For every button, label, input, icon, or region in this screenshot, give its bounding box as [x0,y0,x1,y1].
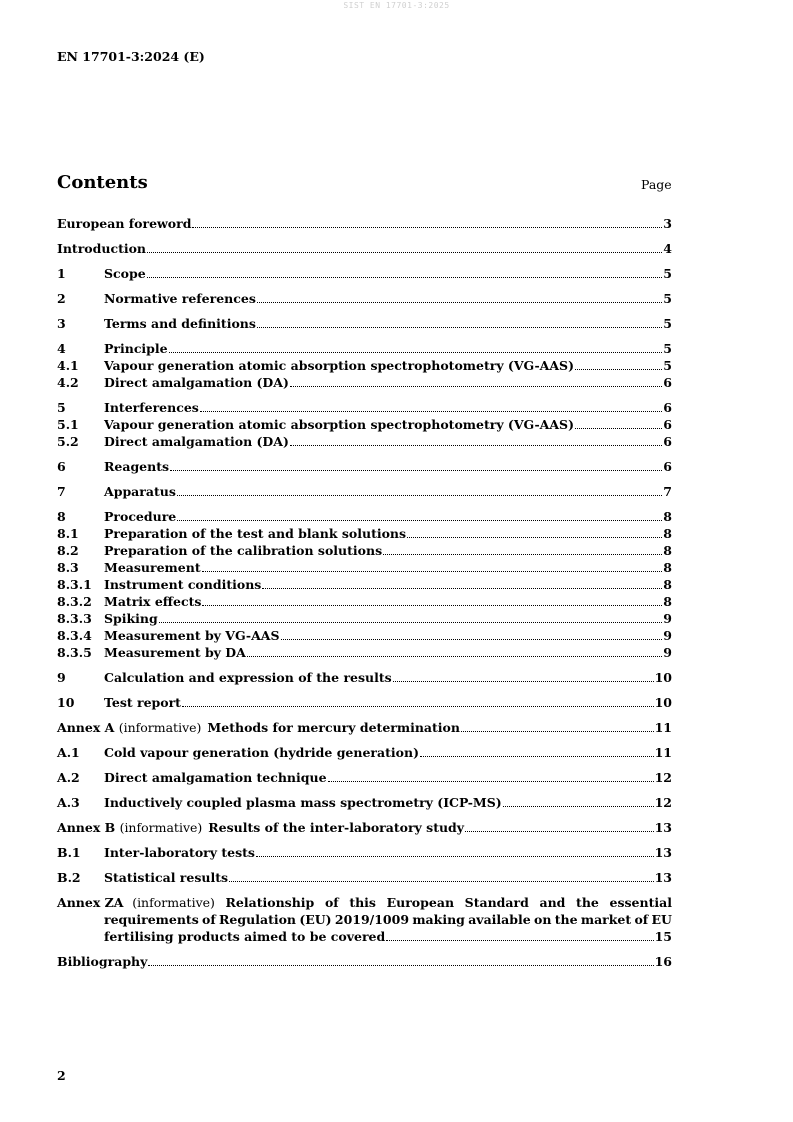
leader-dots [148,965,653,966]
toc-title: Instrument conditions [104,577,262,592]
annex-za-line-3 [57,928,672,945]
toc-entry[interactable] [57,644,672,661]
toc-number: 8 [57,509,66,524]
annex-za-word: making [412,912,465,927]
toc-entry[interactable] [57,357,672,374]
toc-page-number: 6 [663,459,672,474]
leader-dots [177,495,662,496]
toc-entry[interactable] [57,290,672,307]
toc-entry[interactable] [57,525,672,542]
table-of-contents [57,215,672,970]
toc-entry-annex[interactable] [57,819,672,836]
annex-za-word: of [324,895,339,910]
annex-label: Annex B (informative) [57,820,203,835]
annex-za-word: EU [651,912,672,927]
toc-title: Bibliography [57,954,148,969]
leader-dots [407,537,662,538]
annex-za-word: requirements [104,912,199,927]
toc-title: Vapour generation atomic absorption spectrophotometry (VG-AAS) [104,417,574,432]
toc-page-number: 13 [654,820,672,835]
annex-za-word: and [539,895,566,910]
contents-heading: Contents [57,172,148,193]
toc-page-number: 6 [663,375,672,390]
toc-number: 9 [57,670,66,685]
toc-page-number: 3 [663,216,672,231]
leader-dots [575,428,662,429]
toc-title: Direct amalgamation technique [104,770,327,785]
toc-number: 4.2 [57,375,79,390]
toc-page-number: 9 [663,645,672,660]
toc-entry[interactable] [57,610,672,627]
toc-entry[interactable] [57,374,672,391]
toc-number: 8.3.1 [57,577,92,592]
toc-number: 4.1 [57,358,79,373]
toc-number: 3 [57,316,66,331]
toc-number: 8.3.4 [57,628,92,643]
leader-dots [257,302,662,303]
toc-title: Normative references [104,291,256,306]
annex-za-word: the [554,912,578,927]
leader-dots [290,445,662,446]
toc-page-number: 5 [663,341,672,356]
annex-za-word: of [202,912,216,927]
leader-dots [290,386,662,387]
leader-dots [159,622,663,623]
toc-entry[interactable] [57,508,672,525]
toc-number: 10 [57,695,75,710]
annex-za-word: Relationship [225,895,315,910]
toc-title: Spiking [104,611,158,626]
annex-za-word: market [580,912,632,927]
toc-page-number: 12 [654,770,672,785]
toc-number: A.3 [57,795,80,810]
toc-title: Matrix effects [104,594,202,609]
leader-dots [503,806,654,807]
toc-entry[interactable] [57,744,672,761]
annex-za-label: Annex ZA (informative) [57,895,215,910]
informative-label: (informative) [132,895,215,910]
toc-number: A.1 [57,745,80,760]
toc-entry-annex-za[interactable] [57,894,672,945]
annex-za-title-end: fertilising products aimed to be covered [104,929,386,944]
toc-page-number: 13 [654,870,672,885]
toc-title: Statistical results [104,870,229,885]
toc-entry[interactable] [57,215,672,232]
toc-page-number: 8 [663,509,672,524]
toc-number: 7 [57,484,66,499]
annex-za-word: essential [609,895,672,910]
toc-number: 1 [57,266,66,281]
toc-entry[interactable] [57,315,672,332]
annex-za-word: European [386,895,455,910]
leader-dots [170,470,662,471]
toc-title: Inter-laboratory tests [104,845,255,860]
toc-entry-bibliography[interactable] [57,953,672,970]
toc-title: Direct amalgamation (DA) [104,375,289,390]
annex-label: Annex A (informative) [57,720,202,735]
toc-page-number: 5 [663,316,672,331]
annex-za-word: 2019/1009 [334,912,410,927]
leader-dots [247,656,662,657]
toc-entry[interactable] [57,794,672,811]
toc-page-number: 5 [663,291,672,306]
toc-number: 8.3.3 [57,611,92,626]
toc-entry[interactable] [57,559,672,576]
toc-entry[interactable] [57,399,672,416]
page-column-label: Page [641,177,672,192]
annex-za-line-2 [57,911,672,928]
toc-page-number: 12 [654,795,672,810]
leader-dots [465,831,654,832]
informative-label: (informative) [118,720,202,735]
annex-za-word: this [349,895,376,910]
toc-number: B.1 [57,845,81,860]
toc-page-number: 8 [663,526,672,541]
toc-page-number: 8 [663,577,672,592]
toc-page-number: 6 [663,434,672,449]
toc-title: Methods for mercury determination [207,720,460,735]
toc-title: Interferences [104,400,199,415]
toc-number: 6 [57,459,66,474]
toc-title: Reagents [104,459,170,474]
leader-dots [575,369,662,370]
annex-za-word: available [468,912,531,927]
toc-page-number: 6 [663,417,672,432]
toc-page-number: 4 [663,241,672,256]
toc-title: Procedure [104,509,177,524]
toc-title: Introduction [57,241,147,256]
toc-page-number: 7 [663,484,672,499]
toc-title: Results of the inter-laboratory study [208,820,465,835]
toc-title: Measurement [104,560,201,575]
toc-page-number: 9 [663,611,672,626]
toc-page-number: 8 [663,560,672,575]
leader-dots [202,571,663,572]
toc-page-number: 15 [654,929,672,944]
toc-page-number: 8 [663,543,672,558]
leader-dots [169,352,663,353]
toc-entry[interactable] [57,869,672,886]
toc-page-number: 9 [663,628,672,643]
leader-dots [328,781,654,782]
leader-dots [461,731,654,732]
annex-za-word: on [534,912,552,927]
leader-dots [281,639,663,640]
toc-title: European foreword [57,216,192,231]
toc-title: Calculation and expression of the results [104,670,392,685]
toc-title: Cold vapour generation (hydride generation) [104,745,419,760]
toc-page-number: 10 [654,695,672,710]
leader-dots [256,856,654,857]
toc-title: Terms and definitions [104,316,256,331]
toc-page-number: 11 [654,745,672,760]
toc-number: 8.3.5 [57,645,92,660]
toc-number: 4 [57,341,66,356]
informative-label: (informative) [119,820,203,835]
toc-page-number: 5 [663,358,672,373]
toc-title: Measurement by VG-AAS [104,628,280,643]
toc-entry[interactable] [57,483,672,500]
annex-za-word: of [634,912,649,927]
leader-dots [262,588,662,589]
leader-dots [257,327,662,328]
toc-title: Apparatus [104,484,176,499]
toc-number: 5.1 [57,417,79,432]
annex-za-word: (EU) [299,912,332,927]
toc-entry[interactable] [57,627,672,644]
annex-za-word: the [576,895,599,910]
toc-title: Test report [104,695,181,710]
annex-za-word: Standard [464,895,529,910]
toc-entries [57,215,672,886]
toc-number: 2 [57,291,66,306]
leader-dots [147,252,662,253]
toc-entry[interactable] [57,416,672,433]
leader-dots [200,411,662,412]
leader-dots [147,277,663,278]
leader-dots [182,706,654,707]
annex-za-word: Regulation [219,912,297,927]
toc-entry[interactable] [57,340,672,357]
leader-dots [383,554,662,555]
toc-page-number: 5 [663,266,672,281]
toc-number: B.2 [57,870,81,885]
toc-entry[interactable] [57,844,672,861]
leader-dots [229,881,654,882]
leader-dots [202,605,662,606]
toc-number: 8.2 [57,543,79,558]
toc-page-number: 13 [654,845,672,860]
toc-title: Inductively coupled plasma mass spectrometry (ICP-MS) [104,795,502,810]
toc-number: 5 [57,400,66,415]
toc-title: Preparation of the test and blank solutions [104,526,407,541]
watermark: SIST EN 17701-3:2025 [343,1,450,10]
toc-number: A.2 [57,770,80,785]
toc-number: 8.3.2 [57,594,92,609]
document-id: EN 17701-3:2024 (E) [57,49,205,64]
leader-dots [177,520,662,521]
toc-title: Principle [104,341,168,356]
toc-number: 8.3 [57,560,79,575]
toc-page-number: 16 [654,954,672,969]
toc-entry-annex[interactable] [57,719,672,736]
toc-page-number: 8 [663,594,672,609]
toc-title: Vapour generation atomic absorption spectrophotometry (VG-AAS) [104,358,574,373]
toc-title: Measurement by DA [104,645,246,660]
leader-dots [192,227,662,228]
toc-entry[interactable] [57,458,672,475]
toc-page-number: 10 [654,670,672,685]
toc-title: Direct amalgamation (DA) [104,434,289,449]
annex-za-line-1 [57,894,672,911]
toc-number: 5.2 [57,434,79,449]
toc-entry[interactable] [57,433,672,450]
toc-page-number: 6 [663,400,672,415]
leader-dots [393,681,654,682]
leader-dots [386,940,653,941]
toc-page-number: 11 [654,720,672,735]
toc-entry[interactable] [57,542,672,559]
toc-title: Preparation of the calibration solutions [104,543,383,558]
toc-entry[interactable] [57,593,672,610]
toc-title: Scope [104,266,146,281]
toc-entry[interactable] [57,240,672,257]
toc-entry[interactable] [57,669,672,686]
toc-entry[interactable] [57,694,672,711]
leader-dots [420,756,654,757]
toc-entry[interactable] [57,265,672,282]
page-number: 2 [57,1068,66,1083]
toc-entry[interactable] [57,576,672,593]
toc-entry[interactable] [57,769,672,786]
toc-number: 8.1 [57,526,79,541]
